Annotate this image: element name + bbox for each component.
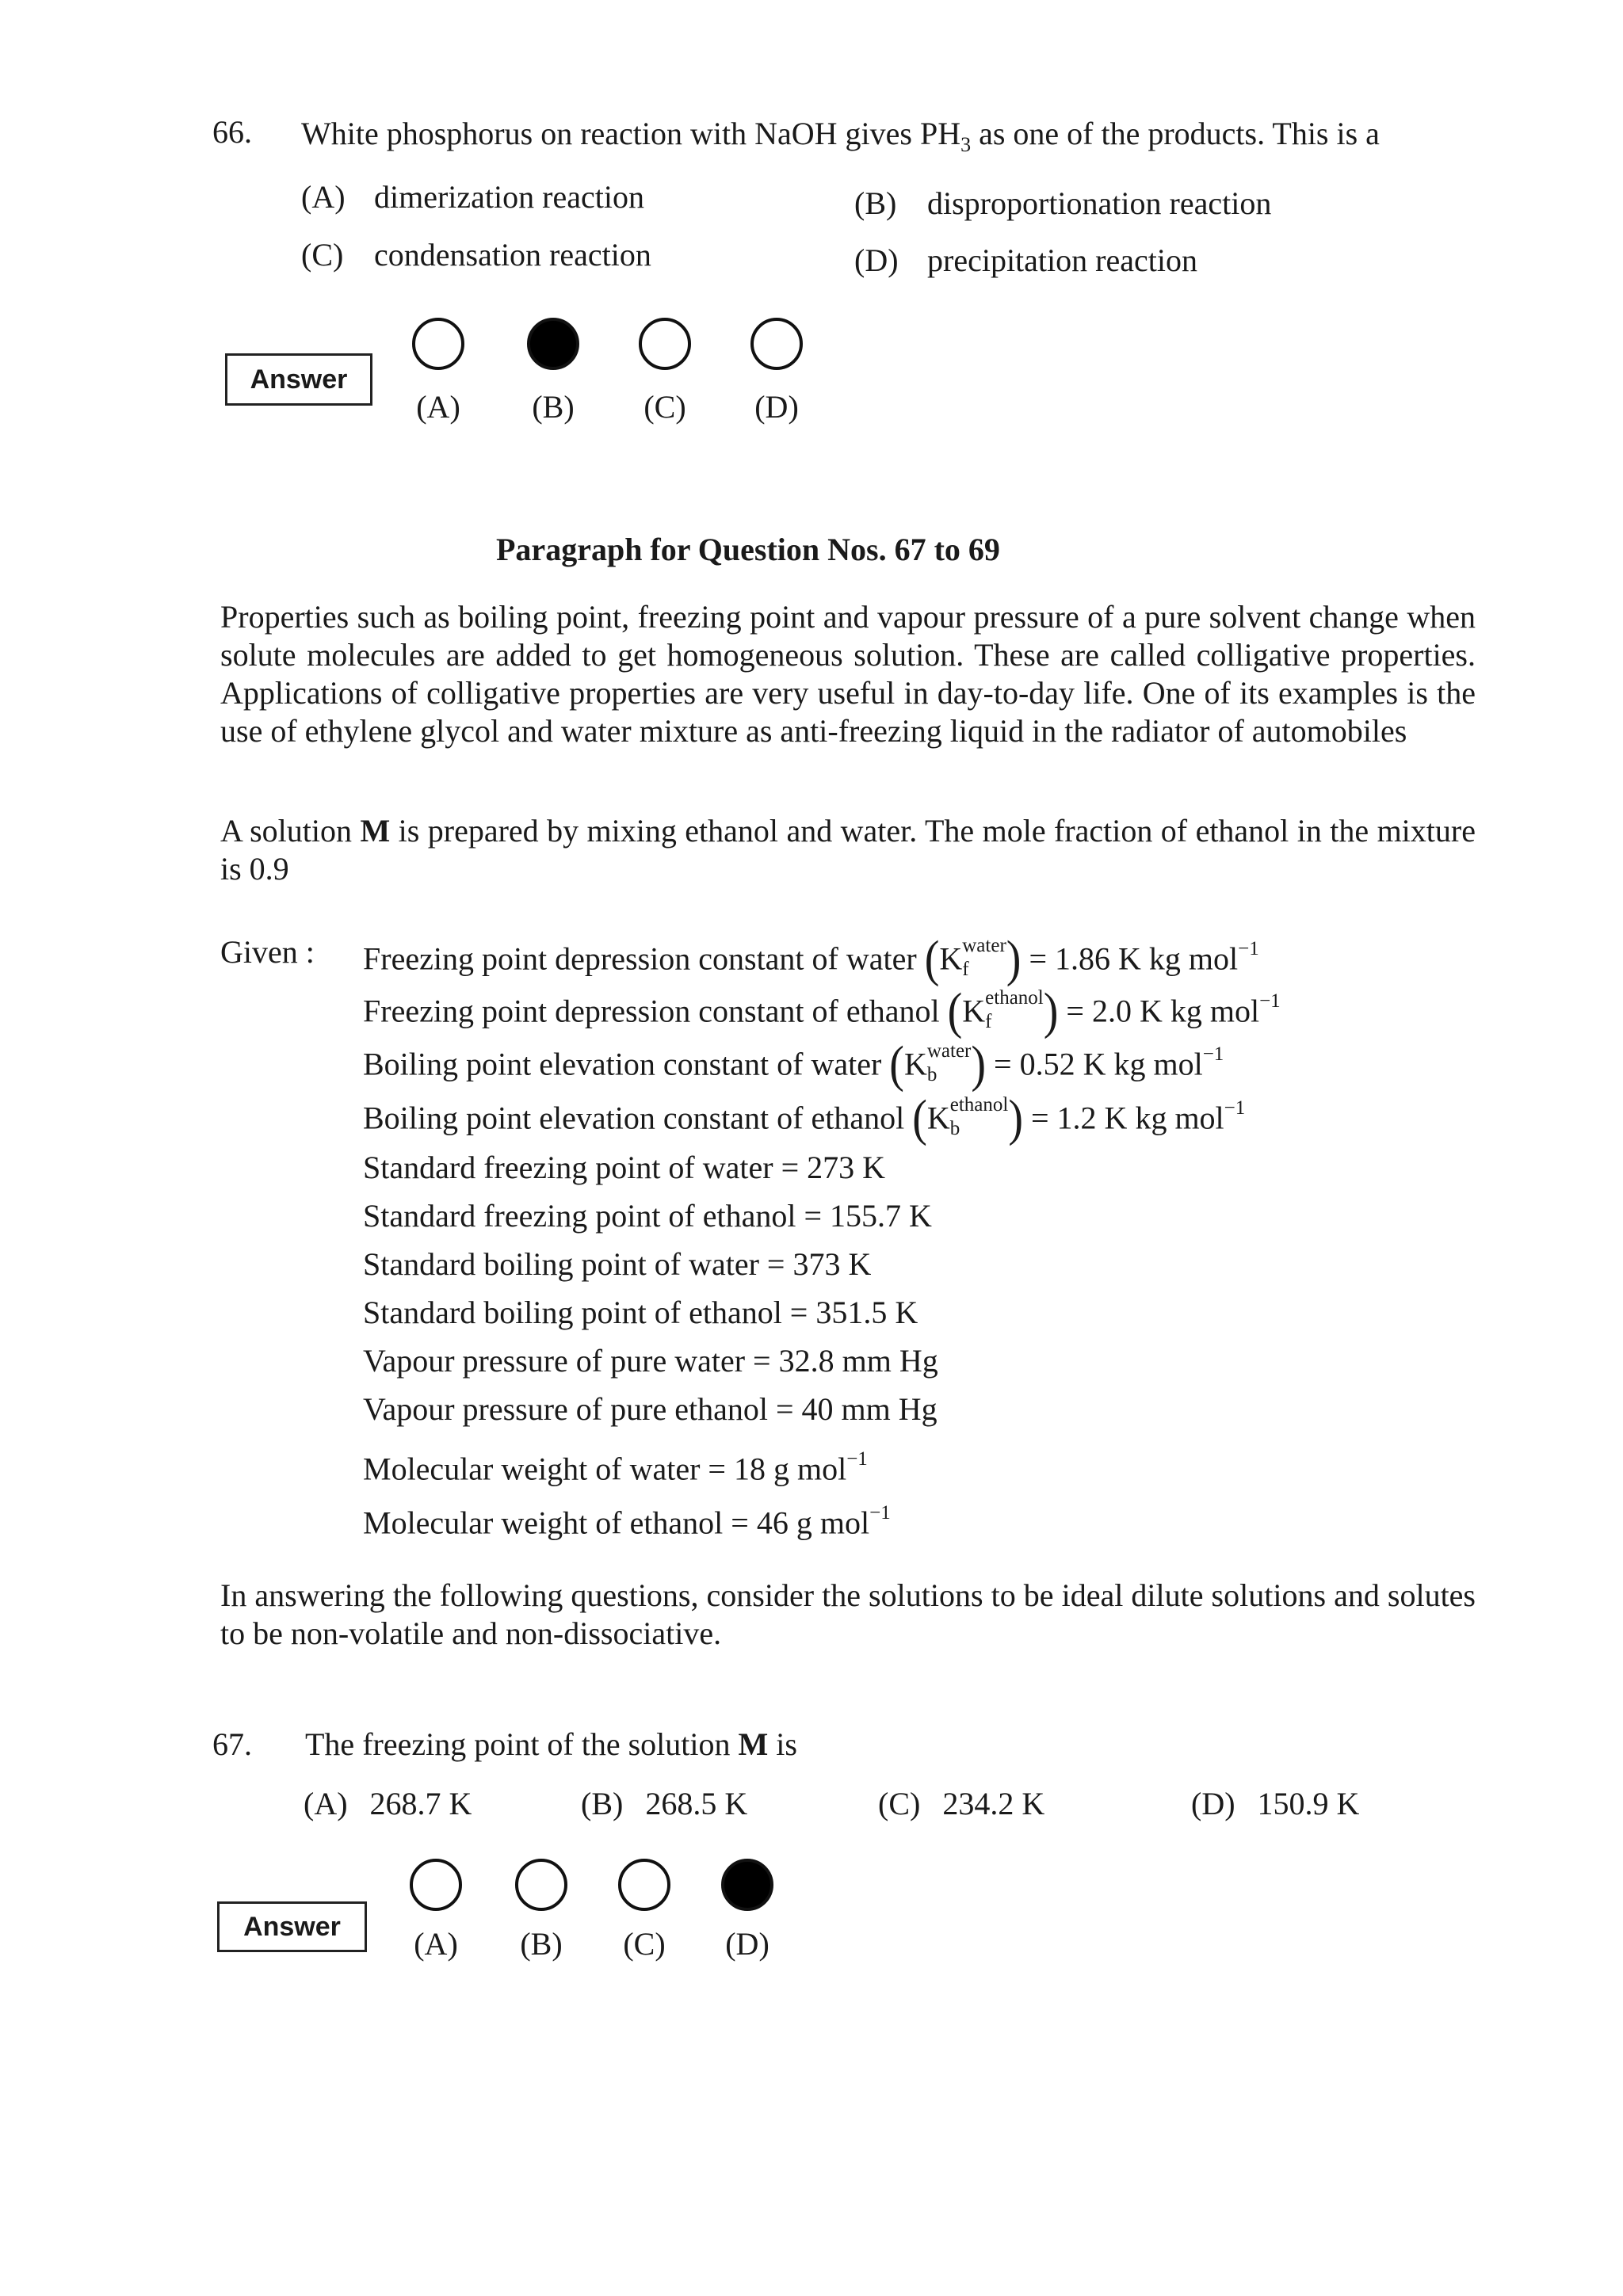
q66-bubble-label-a: (A) <box>416 389 460 425</box>
constant-exponent: −1 <box>1238 938 1259 959</box>
constant-superscript: ethanol <box>985 987 1044 1009</box>
option-text: 268.5 K <box>645 1786 748 1821</box>
given-fact: Standard freezing point of ethanol = 155.7 K <box>363 1198 932 1234</box>
mw-exponent: −1 <box>846 1448 868 1470</box>
constant-symbol: K <box>962 993 986 1029</box>
constant-exponent: −1 <box>1259 990 1281 1012</box>
q67-stem-part2: is <box>768 1726 797 1762</box>
constant-description: Freezing point depression constant of ethanol <box>363 993 948 1029</box>
constant-subscript: b <box>926 1064 938 1086</box>
q66-stem-part1: White phosphorus on reaction with NaOH gives PH <box>301 116 961 151</box>
q66-bubble-b[interactable] <box>527 318 579 370</box>
option-letter: (B) <box>581 1786 624 1821</box>
q67-number: 67. <box>212 1726 252 1762</box>
constant-value: = 1.2 K kg mol <box>1023 1100 1224 1136</box>
constant-exponent: −1 <box>1224 1097 1246 1119</box>
constant-exponent: −1 <box>1202 1043 1224 1065</box>
q66-option-a <box>301 178 644 216</box>
q67-stem-bold: M <box>738 1726 769 1762</box>
q66-number: 66. <box>212 114 252 150</box>
q67-answer-label: Answer <box>217 1901 367 1952</box>
mw-text: Molecular weight of water = 18 g mol <box>363 1451 847 1487</box>
solution-m-bold: M <box>360 813 391 849</box>
q66-bubble-label-b: (B) <box>532 389 575 425</box>
paragraph-heading: Paragraph for Question Nos. 67 to 69 <box>496 532 1000 567</box>
option-text: condensation reaction <box>374 237 651 273</box>
constant-description: Boiling point elevation constant of water <box>363 1046 890 1082</box>
q66-bubble-a[interactable] <box>412 318 464 370</box>
given-fact: Standard boiling point of ethanol = 351.5 K <box>363 1295 918 1330</box>
given-fact: Standard freezing point of water = 273 K <box>363 1150 886 1185</box>
option-text: 268.7 K <box>369 1786 472 1821</box>
q66-stem-subscript: 3 <box>960 133 972 156</box>
constant-superscript: water <box>926 1040 972 1062</box>
constant-subscript: b <box>949 1118 960 1140</box>
constant-subscript: f <box>985 1011 992 1033</box>
q66-option-d <box>854 242 1197 280</box>
option-text: 234.2 K <box>942 1786 1045 1821</box>
q67-option-a <box>304 1785 472 1823</box>
q67-stem-part1: The freezing point of the solution <box>305 1726 739 1762</box>
option-text: precipitation reaction <box>927 242 1197 278</box>
paragraph-instructions: In answering the following questions, consider the solutions to be ideal dilute solutions and solutes to be non-volatile and non-dissociative. <box>220 1577 1476 1651</box>
given-fact: Standard boiling point of water = 373 K <box>363 1246 872 1282</box>
constant-value: = 1.86 K kg mol <box>1021 940 1239 977</box>
q67-bubble-b[interactable] <box>515 1859 567 1911</box>
q67-bubble-d[interactable] <box>721 1859 773 1911</box>
q67-bubble-c[interactable] <box>618 1859 670 1911</box>
q67-stem <box>305 1726 797 1764</box>
q67-bubble-label-d: (D) <box>725 1926 769 1962</box>
option-letter: (B) <box>854 185 897 221</box>
constant-superscript: water <box>962 935 1006 957</box>
q67-bubble-label-c: (C) <box>623 1926 666 1962</box>
given-label: Given : <box>220 934 315 970</box>
q67-option-c <box>878 1785 1044 1823</box>
q67-bubble-label-a: (A) <box>414 1926 458 1962</box>
q67-option-d <box>1191 1785 1359 1823</box>
q67-bubble-label-b: (B) <box>520 1926 563 1962</box>
option-letter: (C) <box>878 1786 921 1821</box>
option-text: disproportionation reaction <box>927 185 1272 221</box>
q66-answer-label: Answer <box>225 353 372 406</box>
given-constant-kf-water: Freezing point depression constant of water (K water f ) = 1.86 K kg mol$^{-1}$ <box>363 933 1259 982</box>
constant-description: Freezing point depression constant of water <box>363 940 925 977</box>
given-constant-kb-water: Boiling point elevation constant of water (K water b ) = 0.52 K kg mol$^{-1}$ <box>363 1039 1224 1088</box>
q67-bubble-a[interactable] <box>410 1859 462 1911</box>
solution-m-part1: A solution <box>220 813 361 849</box>
option-letter: (D) <box>1191 1786 1235 1821</box>
q66-stem-part2: as one of the products. This is a <box>971 116 1380 151</box>
given-constant-kb-ethanol: Boiling point elevation constant of ethanol (K ethanol b ) = 1.2 K kg mol$^{-1}$ <box>363 1093 1245 1142</box>
constant-value: = 0.52 K kg mol <box>986 1046 1203 1082</box>
q66-option-c <box>301 236 651 274</box>
mw-text: Molecular weight of ethanol = 46 g mol <box>363 1505 870 1541</box>
constant-symbol: K <box>903 1046 927 1082</box>
mw-exponent: −1 <box>869 1502 891 1524</box>
option-letter: (C) <box>301 237 344 273</box>
option-text: 150.9 K <box>1257 1786 1360 1821</box>
q66-bubble-label-c: (C) <box>643 389 686 425</box>
paragraph-intro: Properties such as boiling point, freezing point and vapour pressure of a pure solvent change when solute molecules are added to get homogeneous solution. These are called colligative properties. Applications of colligative properties are very useful in day-to-day life. One of its examples is the use of ethylene glycol and water mixture as anti-freezing liquid in the radiator of automobiles <box>220 599 1476 749</box>
q66-bubble-d[interactable] <box>750 318 803 370</box>
option-letter: (D) <box>854 242 899 278</box>
constant-description: Boiling point elevation constant of ethanol <box>363 1100 913 1136</box>
given-molecular-weight-ethanol <box>363 1497 891 1542</box>
option-text: dimerization reaction <box>374 179 644 215</box>
constant-superscript: ethanol <box>949 1094 1009 1116</box>
given-molecular-weight-water <box>363 1444 868 1488</box>
given-constant-kf-ethanol: Freezing point depression constant of ethanol (K ethanol f ) = 2.0 K kg mol$^{-1}$ <box>363 986 1281 1035</box>
q67-option-b <box>581 1785 747 1823</box>
q66-bubble-label-d: (D) <box>754 389 799 425</box>
option-letter: (A) <box>301 179 346 215</box>
constant-subscript: f <box>962 959 969 981</box>
given-fact: Vapour pressure of pure water = 32.8 mm Hg <box>363 1343 938 1379</box>
paragraph-solution-m <box>220 812 1476 888</box>
q66-option-b <box>854 185 1272 223</box>
q66-bubble-c[interactable] <box>639 318 691 370</box>
solution-m-part2: is prepared by mixing ethanol and water. The mole fraction of ethanol in the mixture is 0.9 <box>220 813 1476 887</box>
q66-stem <box>301 115 1380 164</box>
option-letter: (A) <box>304 1786 348 1821</box>
given-fact: Vapour pressure of pure ethanol = 40 mm Hg <box>363 1391 938 1427</box>
constant-value: = 2.0 K kg mol <box>1058 993 1260 1029</box>
constant-symbol: K <box>939 940 963 977</box>
constant-symbol: K <box>926 1100 950 1136</box>
